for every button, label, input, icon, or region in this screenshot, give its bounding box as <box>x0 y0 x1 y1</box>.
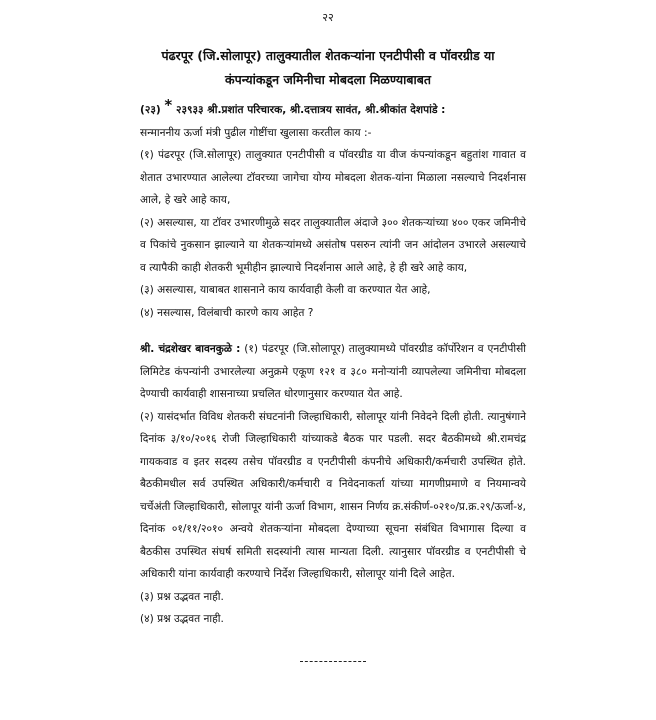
answer-part-1 <box>140 338 526 406</box>
question-members: श्री.प्रशांत परिचारक, श्री.दत्तात्रय सावंत, श्री.श्रीकांत देशपांडे : <box>207 104 446 116</box>
starred-question-mark: * <box>164 96 173 114</box>
question-number: (२३) <box>140 104 161 116</box>
answer-part-3: (३) प्रश्न उद्भवत नाही. <box>140 590 224 603</box>
question-part-1: (१) पंढरपूर (जि.सोलापूर) तालुक्यात एनटीपीसी व पॉवरग्रीड या वीज कंपन्यांकडून बहुतांश गावात व शेतात उभारण्यात आलेल्या टॉवरच्या जागेचा योग्य मोबदला शेतक-यांना मिळाला नसल्याचे निदर्शनास आले, हे खरे आहे काय, <box>140 149 526 206</box>
question-id: २३९३३ <box>175 104 204 116</box>
question-intro: सन्माननीय ऊर्जा मंत्री पुढील गोष्टींचा खुलासा करतील काय :- <box>140 126 372 139</box>
answer-part-2: (२) यासंदर्भात विविध शेतकरी संघटनांनी जिल्हाधिकारी, सोलापूर यांनी निवेदने दिली होती. त्यानुषंगाने दिनांक ३/१०/२०१६ रोजी जिल्हाधिकारी यांच्याकडे बैठक पार पडली. सदर बैठकीमध्ये श्री.रामचंद्र गायकवाड व इतर सदस्य तसेच पॉवरग्रीड व एनटीपीसी कंपनीचे अधिकारी/कर्मचारी उपस्थित होते. बैठकीमधील सर्व उपस्थित अधिकारी/कर्मचारी व निवेदनाकर्ता यांच्या मागणीप्रमाणे व नियमान्वये चर्चेअंती जिल्हाधिकारी, सोलापूर यांनी ऊर्जा विभाग, शासन निर्णय क्र.संकीर्ण-०२१०/प्र.क्र.२९/ऊर्जा-४, दिनांक ०१/११/२०१० अन्वये शेतकऱ्यांना मोबदला देण्याच्या सूचना संबंधित विभागास दिल्या व बैठकीस उपस्थित संघर्ष समिती सदस्यांनी त्यास मान्यता दिली. त्यानुसार पॉवरग्रीड व एनटीपीसी चे अधिकारी यांना कार्यवाही करण्याचे निर्देश जिल्हाधिकारी, सोलापूर यांनी दिले आहेत. <box>140 410 526 580</box>
document-body <box>140 94 526 631</box>
answer-minister-name: श्री. चंद्रशेखर बावनकुळे : <box>140 343 241 355</box>
title-line-1: पंढरपूर (जि.सोलापूर) तालुक्यातील शेतकऱ्यांना एनटीपीसी व पॉवरग्रीड या <box>161 48 495 63</box>
section-gap <box>140 324 526 338</box>
answer-part-1-text: (१) पंढरपूर (जि.सोलापूर) तालुक्यामध्ये पॉवरग्रीड कॉर्पोरेशन व एनटीपीसी लिमिटेड कंपन्यांनी उभारलेल्या अनुक्रमे एकूण १२१ व ३८० मनोऱ्यांनी व्यापलेल्या जमिनीचा मोबदला देण्याची कार्यवाही शासनाच्या प्रचलित धोरणानुसार करण्यात येत आहे. <box>140 343 527 400</box>
question-part-3: (३) असल्यास, याबाबत शासनाने काय कार्यवाही केली वा करण्यात येत आहे, <box>140 284 431 296</box>
end-separator <box>300 661 366 662</box>
title-line-2: कंपन्यांकडून जमिनीचा मोबदला मिळण्याबाबत <box>225 72 431 87</box>
question-part-2: (२) असल्यास, या टॉवर उभारणीमुळे सदर तालुक्यातील अंदाजे ३०० शेतकऱ्यांच्या ४०० एकर जमिनीचे व पिकांचे नुकसान झाल्याने या शेतकऱ्यांमध्ये असंतोष पसरुन त्यांनी जन आंदोलन उभारले असल्याचे व त्यापैकी काही शेतकरी भूमीहीन झाल्याचे निदर्शनास आले आहे, हे ही खरे आहे काय, <box>140 216 526 274</box>
question-part-4: (४) नसल्यास, विलंबाची कारणे काय आहेत ? <box>140 306 314 319</box>
question-header <box>140 94 526 122</box>
document-title <box>110 44 546 92</box>
answer-part-4: (४) प्रश्न उद्भवत नाही. <box>140 613 224 625</box>
page-number: २२ <box>322 11 334 24</box>
